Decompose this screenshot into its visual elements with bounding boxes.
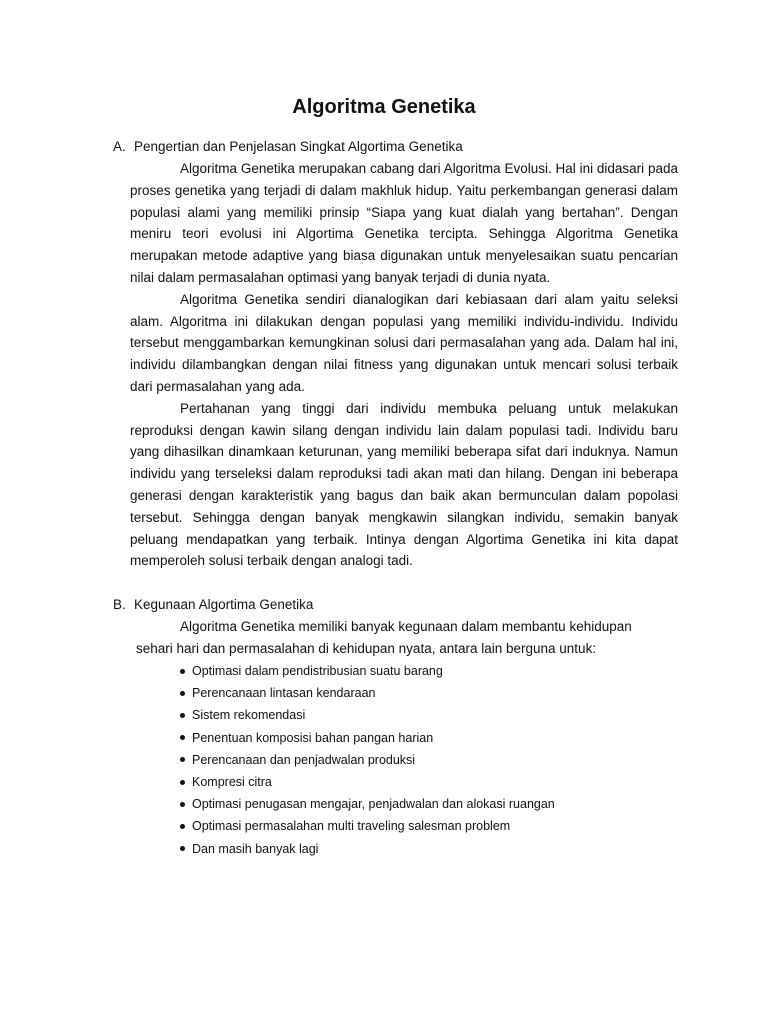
list-item [180, 749, 660, 771]
section-b-intro [136, 616, 676, 660]
list-item-text: Kompresi citra [192, 775, 272, 790]
bullet-icon [180, 757, 185, 762]
list-item-text: Optimasi dalam pendistribusian suatu barang [192, 664, 443, 678]
bullet-icon [180, 669, 185, 674]
bullet-icon [180, 824, 185, 829]
page-title: Algoritma Genetika [292, 96, 476, 118]
section-b-marker: B. [113, 597, 126, 612]
bullet-icon [180, 802, 185, 807]
bullet-icon [180, 735, 185, 740]
bullet-icon [180, 780, 185, 785]
section-b-heading-text: Kegunaan Algortima Genetika [134, 597, 314, 612]
list-item-text: Sistem rekomendasi [192, 708, 306, 723]
list-item-text: Perencanaan dan penjadwalan produksi [192, 752, 416, 767]
bullet-icon [180, 846, 185, 851]
section-a-paragraph-2: Algoritma Genetika sendiri dianalogikan dari kebiasaan dari alam yaitu seleksi alam. Algoritma ini dilakukan dengan populasi yang memiliki individu-individu. Individu tersebut menggambarkan kemungkinan solusi dari permasalahan yang ada. Dalam hal ini, individu dilambangkan dengan nilai fitness yang digunakan untuk mencari solusi terbaik dari permasalahan yang ada. [130, 291, 678, 394]
uses-list [180, 660, 660, 860]
bullet-icon [180, 713, 185, 718]
list-item-text: Optimasi penugasan mengajar, penjadwalan dan alokasi ruangan [192, 797, 555, 812]
list-item [180, 727, 660, 749]
list-item-text: Dan masih banyak lagi [192, 841, 319, 856]
list-item [180, 815, 660, 837]
bullet-icon [180, 691, 185, 696]
list-item [180, 838, 660, 860]
list-item-text: Perencanaan lintasan kendaraan [192, 686, 376, 701]
list-item [180, 660, 660, 682]
list-item [180, 682, 660, 704]
list-item [180, 704, 660, 726]
section-a-marker: A. [113, 139, 126, 154]
section-b-intro-line-1: Algoritma Genetika memiliki banyak kegunaan dalam membantu kehidupan [180, 619, 632, 634]
section-a-paragraph-3: Pertahanan yang tinggi dari individu membuka peluang untuk melakukan reproduksi dengan kawin silang dengan individu lain dalam populasi tadi. Individu baru yang dihasilkan dinamkaan keturunan, yang memiliki beberapa sifat dari induknya. Namun individu yang terseleksi dalam reproduksi tadi akan mati dan hilang. Dengan ini beberapa generasi dengan karakteristik yang bagus dan baik akan bermunculan dalam popolasi tersebut. Sehingga dengan banyak mengkawin silangkan individu, semakin banyak peluang mendapatkan yang terbaik. Intinya dengan Algortima Genetika ini kita dapat memperoleh solusi terbaik dengan analogi tadi. [130, 400, 678, 569]
section-a-paragraph-1: Algoritma Genetika merupakan cabang dari Algoritma Evolusi. Hal ini didasari pada proses genetika yang terjadi di dalam makhluk hidup. Yaitu perkembangan generasi dalam populasi alami yang memiliki prinsip “Siapa yang kuat dialah yang bertahan”. Dengan meniru teori evolusi ini Algortima Genetika tercipta. Sehingga Algoritma Genetika merupakan metode adaptive yang biasa digunakan untuk menyelesaikan suatu pencarian nilai dalam permasalahan optimasi yang banyak terjadi di dunia nyata. [130, 161, 678, 285]
list-item [180, 793, 660, 815]
list-item [180, 771, 660, 793]
list-item-text: Penentuan komposisi bahan pangan harian [192, 730, 434, 745]
section-a-body [130, 158, 678, 572]
section-a-heading [113, 136, 673, 158]
section-b-heading [113, 594, 673, 616]
section-a-heading-text: Pengertian dan Penjelasan Singkat Algortima Genetika [134, 139, 463, 154]
section-b-intro-line-2: sehari hari dan permasalahan di kehidupan nyata, antara lain berguna untuk: [136, 640, 597, 656]
list-item-text: Optimasi permasalahan multi traveling salesman problem [192, 819, 511, 834]
